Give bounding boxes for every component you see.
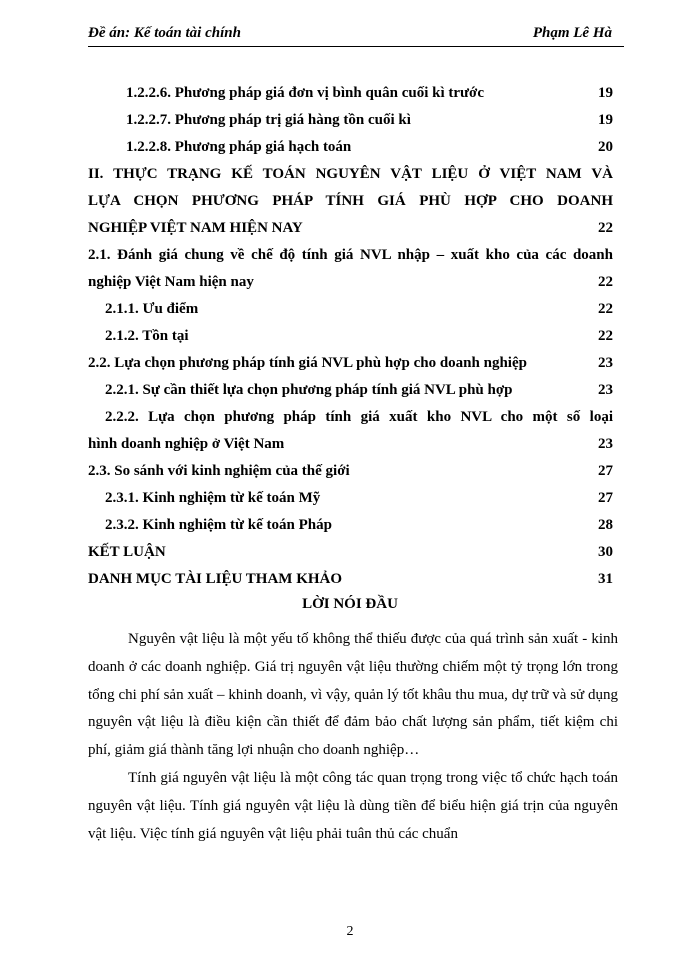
toc-entry-title-line: LỰA CHỌN PHƯƠNG PHÁP TÍNH GIÁ PHÙ HỢP CHO DOANH — [88, 193, 613, 209]
toc-entry-title-line: 2.2.2. Lựa chọn phương pháp tính giá xuất kho NVL cho một số loại — [105, 409, 613, 425]
toc-entry-title: 1.2.2.6. Phương pháp giá đơn vị bình quân cuối kì trước — [126, 85, 485, 101]
toc-entry-page: 19 — [598, 85, 613, 101]
toc-entry-page: 20 — [598, 139, 613, 155]
paragraph: Tính giá nguyên vật liệu là một công tác quan trọng trong việc tổ chức hạch toán nguyên vật liệu. Tính giá nguyên vật liệu là dùng tiền để biểu hiện giá trịn của nguyên vật liệu. Việc tính giá nguyên vật liệu phải tuân thủ các chuẩn — [88, 769, 618, 842]
toc-entry-title-line: II. THỰC TRẠNG KẾ TOÁN NGUYÊN VẬT LIỆU Ở VIỆT NAM VÀ — [88, 166, 613, 182]
toc-entry-page: 23 — [598, 355, 613, 371]
toc-entry[interactable] — [88, 107, 621, 134]
toc-entry-title: 2.2.1. Sự cần thiết lựa chọn phương pháp tính giá NVL phù hợp — [105, 382, 513, 398]
toc-entry-title: 2.3.2. Kinh nghiệm từ kế toán Pháp — [105, 517, 332, 533]
toc-entry-page: 27 — [598, 463, 613, 479]
paragraph: Nguyên vật liệu là một yếu tố không thể thiếu được của quá trình sản xuất - kinh doanh ở các doanh nghiệp. Giá trị nguyên vật liệu thường chiếm một tỷ trọng lớn trong tổng chi phí sản xuất – khinh doanh, vì vậy, quản lý tốt khâu thu mua, dự trữ và sử dụng nguyên vật liệu là điều kiện cần thiết để đảm bảo chất lượng sản phẩm, tiết kiệm chi phí, giảm giá thành tăng lợi nhuận cho doanh nghiệp… — [88, 631, 618, 759]
toc-entry[interactable] — [88, 134, 621, 161]
body-text — [88, 626, 618, 848]
toc-entry-page: 19 — [598, 112, 613, 128]
toc-entry-title-line: hình doanh nghiệp ở Việt Nam — [88, 436, 285, 452]
toc-entry-page: 22 — [598, 301, 613, 317]
toc-entry-page: 28 — [598, 517, 613, 533]
toc-entry-page: 30 — [598, 544, 613, 560]
toc-entry-title: DANH MỤC TÀI LIỆU THAM KHẢO — [88, 571, 343, 587]
toc-entry-page: 31 — [598, 571, 613, 587]
toc-entry-title: 2.3.1. Kinh nghiệm từ kế toán Mỹ — [105, 490, 321, 506]
toc-entry-page: 23 — [598, 436, 613, 452]
page-header — [88, 24, 624, 47]
toc-entry-page: 22 — [598, 328, 613, 344]
section-heading: LỜI NÓI ĐẦU — [302, 596, 398, 612]
toc-entry-title: KẾT LUẬN — [88, 544, 166, 560]
toc-entry[interactable] — [88, 296, 621, 323]
toc-entry-title-line: NGHIỆP VIỆT NAM HIỆN NAY — [88, 220, 303, 236]
toc-entry-title-line: nghiệp Việt Nam hiện nay — [88, 274, 254, 290]
header-author: Phạm Lê Hà — [532, 25, 612, 41]
toc-entry[interactable] — [88, 377, 621, 404]
toc-entry[interactable] — [88, 161, 621, 242]
toc-entry-title: 2.1.1. Ưu điểm — [105, 301, 199, 317]
toc-entry[interactable] — [88, 323, 621, 350]
toc-entry[interactable] — [88, 512, 621, 539]
toc-entry-title: 1.2.2.8. Phương pháp giá hạch toán — [126, 139, 352, 155]
toc-entry-title: 1.2.2.7. Phương pháp trị giá hàng tồn cuối kì — [126, 112, 411, 128]
toc-entry-page: 22 — [598, 274, 613, 290]
toc-entry[interactable] — [88, 485, 621, 512]
toc-entry[interactable] — [88, 458, 621, 485]
toc-entry-page: 22 — [598, 220, 613, 236]
header-title: Đề án: Kế toán tài chính — [88, 25, 241, 41]
toc-entry[interactable] — [88, 350, 621, 377]
toc-entry[interactable] — [88, 242, 621, 296]
toc-entry[interactable] — [88, 404, 621, 458]
toc-entry-title: 2.2. Lựa chọn phương pháp tính giá NVL phù hợp cho doanh nghiệp — [88, 355, 527, 371]
toc-entry[interactable] — [88, 566, 621, 593]
table-of-contents — [88, 80, 621, 593]
page-number: 2 — [346, 924, 354, 939]
toc-entry[interactable] — [88, 80, 621, 107]
toc-entry-title-line: 2.1. Đánh giá chung về chế độ tính giá NVL nhập – xuất kho của các doanh — [88, 247, 613, 263]
toc-entry-title: 2.1.2. Tồn tại — [105, 328, 189, 344]
toc-entry-page: 27 — [598, 490, 613, 506]
toc-entry-title: 2.3. So sánh với kinh nghiệm của thế giới — [88, 463, 350, 479]
toc-entry[interactable] — [88, 539, 621, 566]
toc-entry-page: 23 — [598, 382, 613, 398]
